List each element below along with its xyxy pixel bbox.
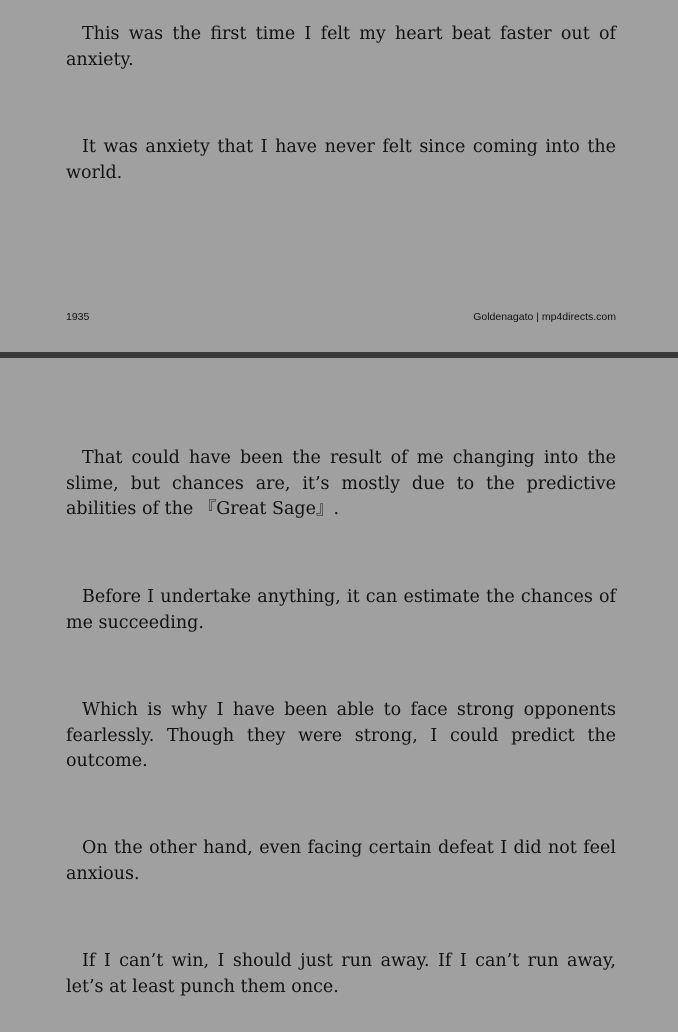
paragraph: This was the first time I felt my heart beat faster out of anxiety. [66,24,616,70]
paragraph: Which is why I have been able to face strong opponents fearlessly. Though they were strong, I could predict the outcome. [66,700,616,771]
bottom-page [0,358,678,1032]
page-number: 1935 [66,311,90,323]
paragraph: It was anxiety that I have never felt since coming into the world. [66,137,616,183]
paragraph: If I can’t win, I should just run away. If I can’t run away, let’s at least punch them once. [66,951,616,997]
paragraph: That could have been the result of me changing into the slime, but chances are, it’s mostly due to the predictive abilities of the 『Great Sage』. [66,448,616,519]
paragraph: Before I undertake anything, it can estimate the chances of me succeeding. [66,587,616,633]
top-page [0,0,678,352]
paragraph: On the other hand, even facing certain defeat I did not feel anxious. [66,838,616,884]
footer-credit: Goldenagato | mp4directs.com [473,311,616,323]
